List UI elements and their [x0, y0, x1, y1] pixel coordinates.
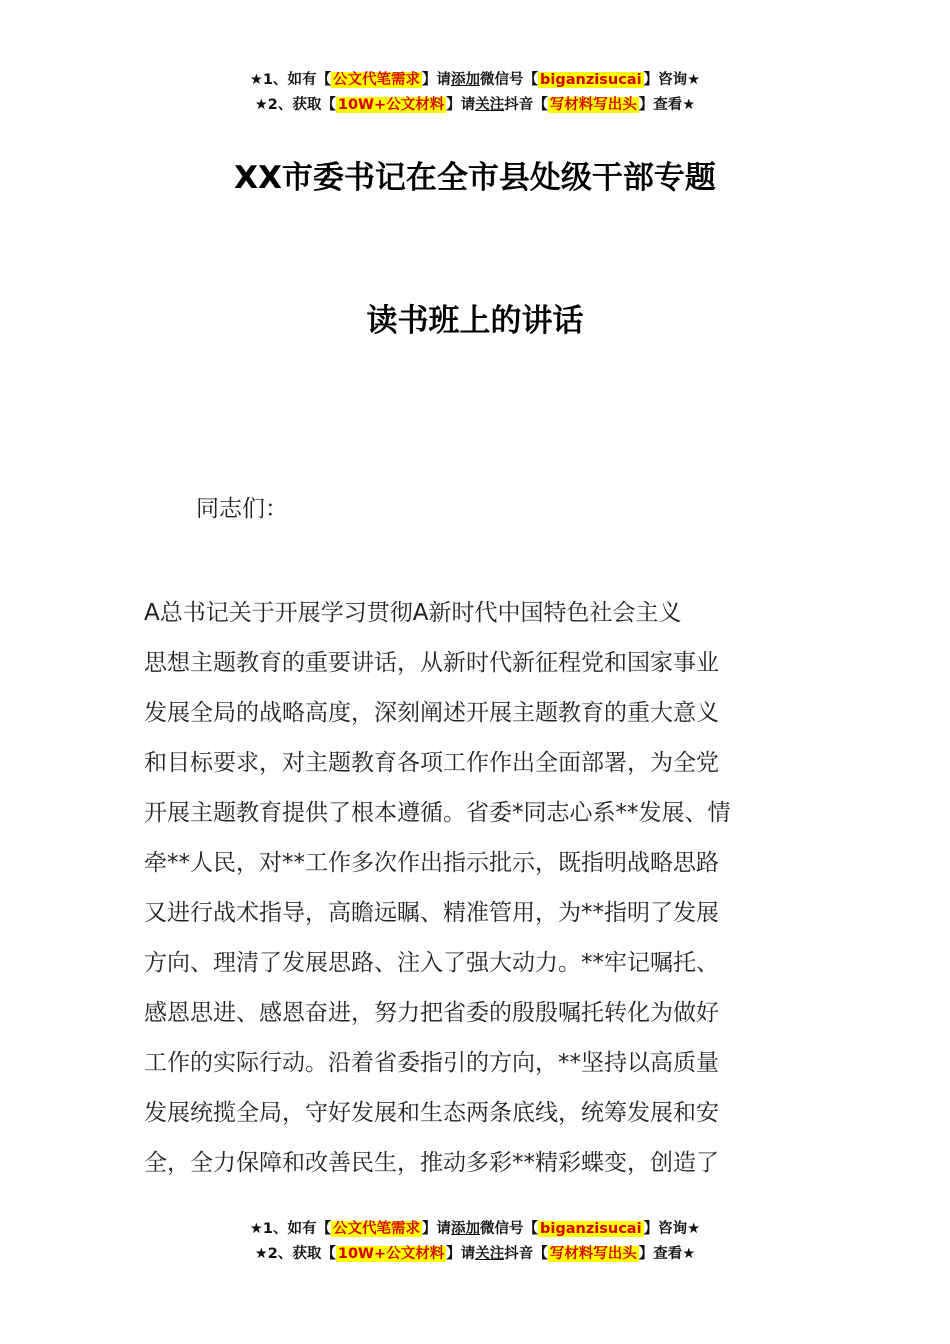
- banner-highlight: 公文代笔需求: [333, 1221, 421, 1237]
- banner-highlight: 写材料写出头: [549, 97, 637, 113]
- banner-underlined: 添加: [451, 72, 481, 88]
- banner-text: 】咨询★: [643, 72, 701, 88]
- salutation: 同志们：: [196, 496, 288, 522]
- document-title-line-2: 读书班上的讲话: [366, 303, 584, 339]
- paragraph-line: 发展全局的战略高度，深刻阐述开展主题教育的重大意义: [144, 700, 719, 726]
- banner-highlight: 10W+公文材料: [337, 1246, 445, 1262]
- banner-highlight: biganzisucai: [540, 72, 642, 88]
- banner-text: ★2、获取【: [254, 97, 336, 113]
- banner-text: 抖音【: [504, 1246, 548, 1262]
- paragraph-line: A总书记关于开展学习贯彻A新时代中国特色社会主义: [144, 600, 682, 626]
- banner-underlined: 关注: [475, 1246, 505, 1262]
- banner-text: 】请: [446, 1246, 476, 1262]
- paragraph-line: 方向、理清了发展思路、注入了强大动力。**牢记嘱托、: [144, 950, 719, 976]
- banner-highlight: 10W+公文材料: [337, 97, 445, 113]
- banner-text: 】请: [422, 72, 452, 88]
- banner-text: ★1、如有【: [249, 1221, 332, 1237]
- banner-underlined: 关注: [475, 97, 505, 113]
- paragraph-line: 牵**人民，对**工作多次作出指示批示，既指明战略思路: [144, 850, 719, 876]
- banner-text: 抖音【: [504, 97, 548, 113]
- document-title-line-1: XX市委书记在全市县处级干部专题: [234, 160, 716, 196]
- banner-line-1: [0, 68, 950, 93]
- banner-text: 】请: [422, 1221, 452, 1237]
- paragraph-line: 发展统揽全局，守好发展和生态两条底线，统筹发展和安: [144, 1100, 719, 1126]
- banner-text: 微信号【: [480, 72, 539, 88]
- banner-highlight: 公文代笔需求: [333, 72, 421, 88]
- paragraph-line: 思想主题教育的重要讲话，从新时代新征程党和国家事业: [144, 650, 719, 676]
- footer-banner: [0, 1217, 950, 1267]
- banner-text: ★1、如有【: [249, 72, 332, 88]
- banner-underlined: 添加: [451, 1221, 481, 1237]
- banner-highlight: biganzisucai: [540, 1221, 642, 1237]
- paragraph-line: 全，全力保障和改善民生，推动多彩**精彩蝶变，创造了: [144, 1150, 719, 1176]
- banner-highlight: 写材料写出头: [549, 1246, 637, 1262]
- header-banner: [0, 68, 950, 118]
- banner-text: 微信号【: [480, 1221, 539, 1237]
- banner-text: 】查看★: [638, 97, 696, 113]
- banner-line-1: [0, 1217, 950, 1242]
- banner-text: 】咨询★: [643, 1221, 701, 1237]
- paragraph-line: 工作的实际行动。沿着省委指引的方向，**坚持以高质量: [144, 1050, 719, 1076]
- paragraph-line: 和目标要求，对主题教育各项工作作出全面部署，为全党: [144, 750, 719, 776]
- banner-text: ★2、获取【: [254, 1246, 336, 1262]
- body-paragraph: [144, 588, 809, 1188]
- banner-text: 】查看★: [638, 1246, 696, 1262]
- banner-line-2: [0, 93, 950, 118]
- paragraph-line: 感恩思进、感恩奋进，努力把省委的殷殷嘱托转化为做好: [144, 1000, 719, 1026]
- paragraph-line: 开展主题教育提供了根本遵循。省委*同志心系**发展、情: [144, 800, 731, 826]
- banner-text: 】请: [446, 97, 476, 113]
- paragraph-line: 又进行战术指导，高瞻远瞩、精准管用，为**指明了发展: [144, 900, 719, 926]
- banner-line-2: [0, 1242, 950, 1267]
